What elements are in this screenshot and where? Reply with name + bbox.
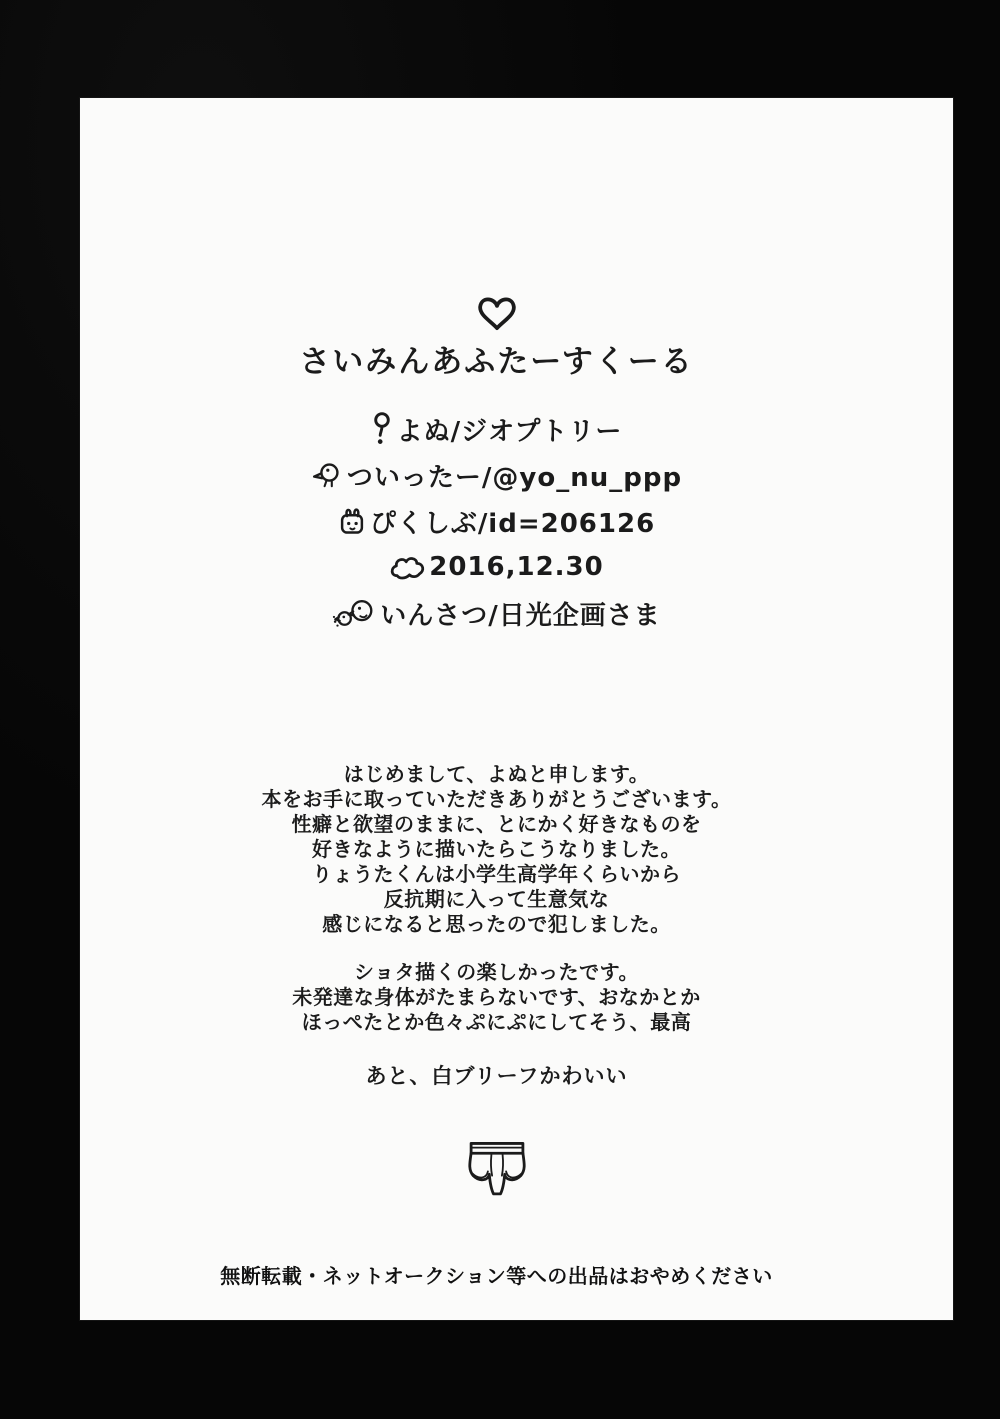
chicks-doodle-icon xyxy=(332,598,376,628)
paragraph-line: りょうたくんは小学生高学年くらいから xyxy=(312,862,681,886)
paragraph-line: ショタ描くの楽しかったです。 xyxy=(354,960,639,984)
closing-line: あと、白ブリーフかわいい xyxy=(365,1064,628,1088)
credit-text-printer: いんさつ/日光企画さま xyxy=(380,600,661,631)
credit-line-twitter xyxy=(80,452,913,498)
credit-line-author xyxy=(80,406,913,452)
paragraph-line: 反抗期に入って生意気な xyxy=(383,887,610,911)
credits-list xyxy=(80,406,913,636)
credit-line-pixiv xyxy=(80,498,913,544)
credit-text-pixiv: ぴくしぶ/id=206126 xyxy=(369,508,656,539)
paragraph-line: 本をお手に取っていただきありがとうございます。 xyxy=(261,787,732,811)
credit-line-date xyxy=(80,544,913,590)
afterword-paragraph-2 xyxy=(80,960,913,1035)
credit-line-printer xyxy=(80,590,913,636)
footer-notice: 無断転載・ネットオークション等への出品はおやめください xyxy=(220,1266,773,1288)
briefs-doodle-icon xyxy=(80,1138,913,1204)
paragraph-line: 性癖と欲望のままに、とにかく好きなものを xyxy=(291,812,702,836)
paragraph-line: 感じになると思ったので犯しました。 xyxy=(322,912,671,936)
question-doodle-icon xyxy=(371,411,393,447)
cloud-doodle-icon xyxy=(389,554,425,581)
paragraph-line: 未発達な身体がたまらないです、おなかとか xyxy=(292,985,701,1009)
heart-doodle-icon xyxy=(80,294,913,336)
paragraph-line: ほっぺたとか色々ぷにぷにしてそう、最高 xyxy=(301,1010,692,1034)
page-content xyxy=(80,98,913,1320)
pixiv-rabbit-icon xyxy=(338,506,366,536)
twitter-bird-icon xyxy=(311,461,343,489)
paragraph-line: はじめまして、よぬと申します。 xyxy=(343,762,650,786)
book-title: さいみんあふたーすくーる xyxy=(299,344,694,380)
afterword-paragraph-1 xyxy=(80,762,913,937)
afterword-page xyxy=(80,98,953,1320)
credit-text-author: よぬ/ジオプトリー xyxy=(396,416,623,447)
credit-text-date: 2016,12.30 xyxy=(429,552,604,582)
paragraph-line: 好きなように描いたらこうなりました。 xyxy=(312,837,681,861)
credit-text-twitter: ついったー/@yo_nu_ppp xyxy=(346,462,683,493)
